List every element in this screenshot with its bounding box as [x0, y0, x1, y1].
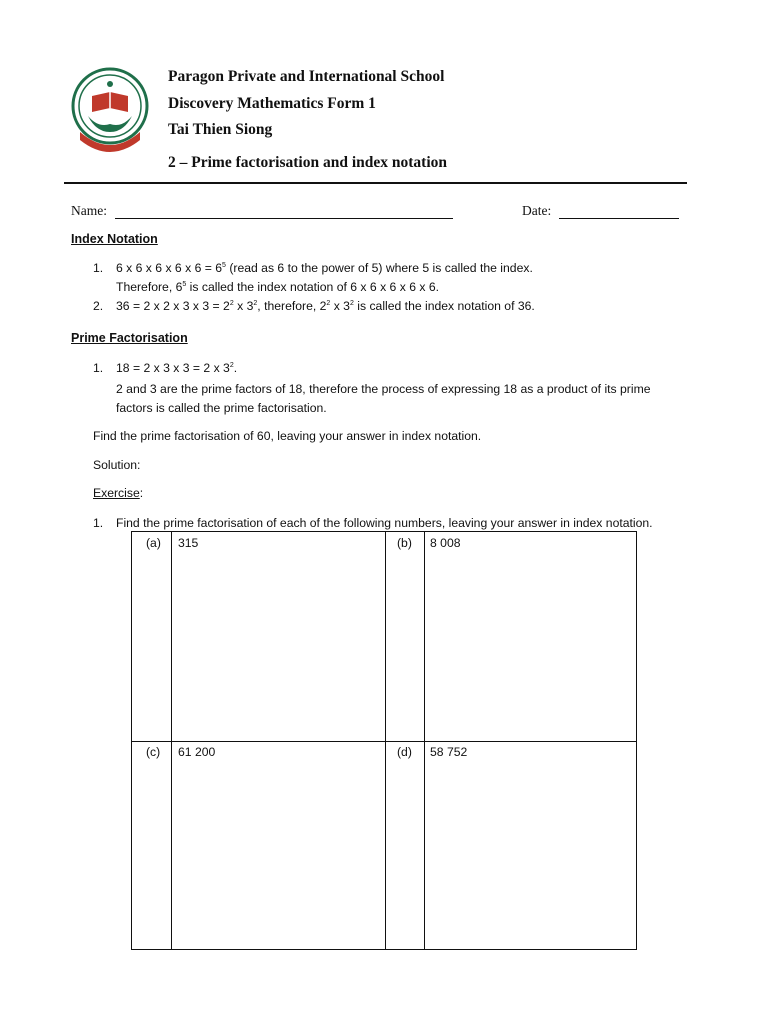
part-b-value: 8 008 [430, 536, 461, 550]
answer-grid [131, 531, 637, 950]
part-d-label: (d) [397, 745, 412, 759]
name-field[interactable] [115, 204, 453, 219]
date-label: Date: [522, 203, 552, 218]
school-crest-icon [70, 66, 150, 162]
part-d-value: 58 752 [430, 745, 468, 759]
part-c-value: 61 200 [178, 745, 216, 759]
solution-label: Solution: [93, 458, 141, 472]
exercise-heading: Exercise: [93, 486, 144, 500]
date-row [522, 203, 679, 219]
index-notation-item-2: 2. 36 = 2 x 2 x 3 x $3 = 2^2$ x $3^2$, therefore, $2^2$ x $3^2$ is called the index notation of 36. [93, 299, 535, 313]
exercise-question-1: 1. Find the prime factorisation of each of the following numbers, leaving your answer in index notation. [93, 516, 653, 530]
teacher-name: Tai Thien Siong [168, 121, 273, 138]
document-header [168, 66, 447, 178]
part-c-label: (c) [146, 745, 161, 759]
section-prime-factorisation-title: Prime Factorisation [71, 331, 188, 345]
name-row [71, 203, 453, 219]
worked-question: Find the prime factorisation of 60, leaving your answer in index notation. [93, 429, 482, 443]
name-label: Name: [71, 203, 107, 218]
date-field[interactable] [559, 204, 679, 219]
course-title: Discovery Mathematics Form 1 [168, 94, 376, 112]
part-a-value: 315 [178, 536, 199, 550]
index-example-line: 6 x 6 x 6 x 6 x $6 = 6^5$ (read as 6 to the power of 5) where 5 is called the index. [116, 261, 533, 275]
part-b-label: (b) [397, 536, 412, 550]
part-a-label: (a) [146, 536, 161, 550]
lesson-title: 2 – Prime factorisation and index notation [168, 153, 447, 171]
index-notation-item-1: 1. 6 x 6 x 6 x 6 x $6 = 6^5$ (read as 6 to the power of 5) where 5 is called the index. Therefore, $6^5$ is called the index notation of 6 x 6 x 6 x 6 x 6. [93, 259, 703, 297]
header-divider [64, 182, 687, 184]
school-name: Paragon Private and International School [168, 68, 445, 85]
section-index-notation-title: Index Notation [71, 232, 158, 246]
index-therefore-line: Therefore, $6^5$ is called the index notation of 6 x 6 x 6 x 6 x 6. [116, 280, 439, 294]
prime-factorisation-item-1: 1. 18 = 2 x 3 x 3 = 2 x $3^2$. 2 and 3 are the prime factors of 18, therefore the process of expressing 18 as a product of its prime factors is called the prime factorisation. [93, 361, 651, 415]
